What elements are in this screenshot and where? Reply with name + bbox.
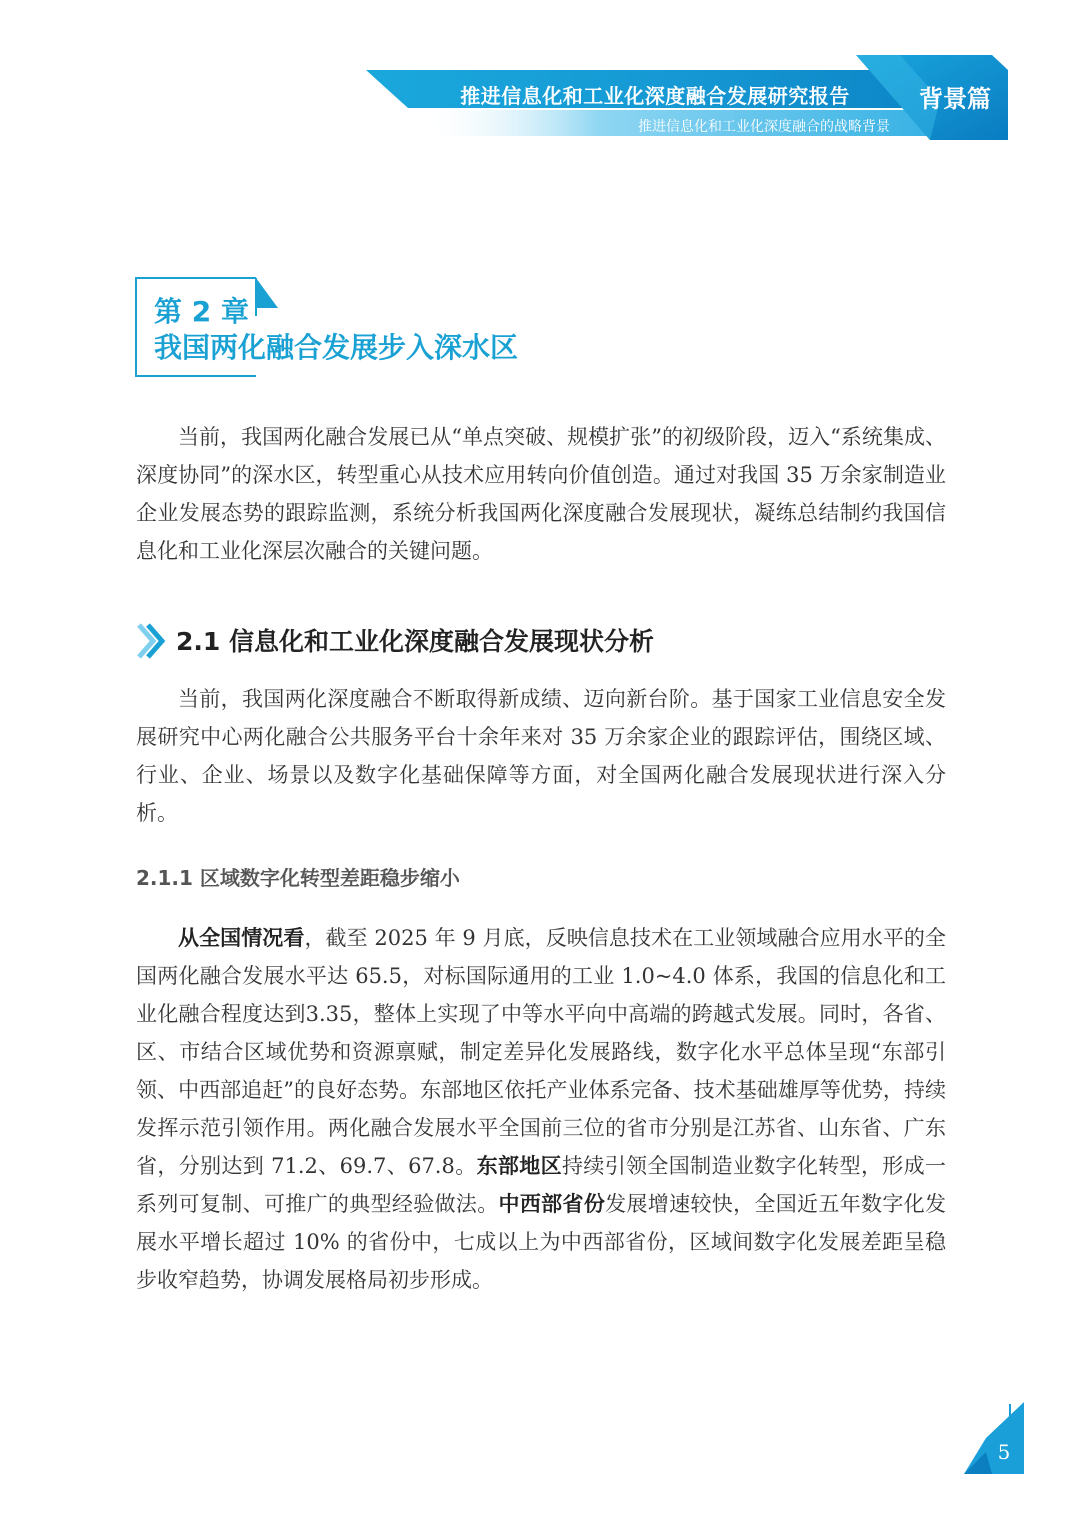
page-corner-graphic — [962, 1402, 1026, 1476]
report-title: 推进信息化和工业化深度融合发展研究报告 — [460, 84, 850, 108]
page-number: 5 — [997, 1440, 1011, 1464]
paragraph-text: ，截至 2025 年 9 月底，反映信息技术在工业领域融合应用水平的全国两化融合发展水平达 65.5，对标国际通用的工业 1.0~4.0 体系，我国的信息化和工业化融合程度达到3.35，整体上实现了中等水平向中高端的跨越式发展。同时，各省、区、市结合区域优势和资源禀赋，制定差异化发展路线，数字化水平总体呈现“东部引领、中西部追赶”的良好态势。东部地区依托产业体系完备、技术基础雄厚等优势，持续发挥示范引领作用。两化融合发展水平全国前三位的省市分别是江苏省、山东省、广东省，分别达到 71.2、69.7、67.8。 — [136, 926, 946, 1178]
section-tag: 背景篇 — [919, 85, 991, 113]
chapter-number: 第 2 章 — [154, 295, 249, 328]
double-chevron-icon — [136, 622, 166, 660]
intro-paragraph: 当前，我国两化融合发展已从“单点突破、规模扩张”的初级阶段，迈入“系统集成、深度协同”的深水区，转型重心从技术应用转向价值创造。通过对我国 35 万余家制造业企业发展态势的跟踪监测，系统分析我国两化深度融合发展现状，凝练总结制约我国信息化和工业化深层次融合的关键问题。 — [136, 425, 946, 563]
page-header — [0, 0, 1080, 150]
chapter-heading — [134, 276, 554, 380]
paragraph-text: 持续引领全国制造业数字化转型，形成一系列可复制、可推广的典型经验做法。 — [136, 1154, 947, 1216]
section-heading-2-1 — [136, 620, 936, 660]
bold-eastern-region: 东部地区 — [476, 1154, 562, 1178]
paragraph-text: 发展增速较快，全国近五年数字化发展水平增长超过 10% 的省份中，七成以上为中西部省份，区域间数字化发展差距呈稳步收窄趋势，协调发展格局初步形成。 — [136, 1192, 947, 1292]
regional-paragraph — [136, 919, 946, 1299]
bold-lead-text: 从全国情况看 — [178, 926, 305, 950]
section-paragraph: 当前，我国两化深度融合不断取得新成绩、迈向新台阶。基于国家工业信息安全发展研究中心两化融合公共服务平台十余年来对 35 万余家企业的跟踪评估，围绕区域、行业、企业、场景以及数字化基础保障等方面，对全国两化融合发展现状进行深入分析。 — [136, 687, 946, 825]
subsection-title: 2.1.1 区域数字化转型差距稳步缩小 — [136, 866, 460, 890]
report-subtitle: 推进信息化和工业化深度融合的战略背景 — [638, 119, 890, 135]
bold-central-western: 中西部省份 — [498, 1192, 606, 1216]
chapter-title: 我国两化融合发展步入深水区 — [154, 331, 519, 364]
section-title: 2.1 信息化和工业化深度融合发展现状分析 — [176, 627, 654, 656]
